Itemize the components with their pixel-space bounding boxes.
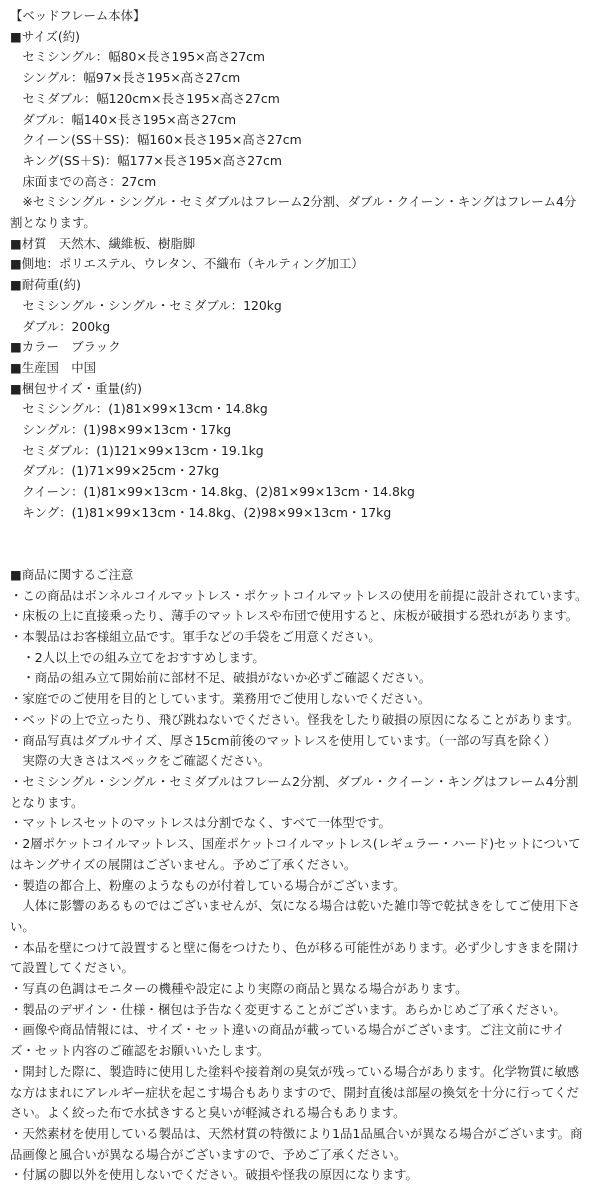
note-line: ・床板の上に直接乗ったり、薄手のマットレスや布団で使用すると、床板が破損する恐れがあります。 [10,608,579,624]
size-note: ※セミシングル・シングル・セミダブルはフレーム2分割、ダブル・クイーン・キングはフレーム4分 [10,194,577,210]
note-line: ・2人以上での組み立てをおすすめします。 [10,649,265,665]
spec-heading: 【ベッドフレーム本体】 [10,8,146,23]
note-line: 品画像と風合いが異なる場合がございますので、予めご了承ください。 [10,1146,407,1162]
spec-section [10,6,594,524]
note-line: ・商品の組み立て開始前に部材不足、破損がないか必ずご確認ください。 [10,670,432,686]
note-line: はキングサイズの展開はございません。予めご了承ください。 [10,856,357,872]
package-line: クイーン：(1)81×99×13cm・14.8kg、(2)81×99×13cm・14.8kg [10,484,415,500]
note-line: ・製品のデザイン・仕様・梱包は予告なく変更することがございます。あらかじめご了承ください。 [10,1001,566,1017]
note-line: ・開封した際に、製造時に使用した塗料や接着剤の臭気が残っている場合があります。化学物質に敏感 [10,1063,579,1079]
size-line: ダブル：幅140×長さ195×高さ27cm [10,111,237,127]
notes-section [10,565,594,1186]
note-line: ・付属の脚以外を使用しないでください。破損や怪我の原因になります。 [10,1167,418,1183]
size-line: シングル：幅97×長さ195×高さ27cm [10,70,241,86]
size-list [10,47,594,192]
size-line: 床面までの高さ：27cm [10,173,157,189]
note-line: ・写真の色調はモニターの機種や設定により実際の商品と異なる場合があります。 [10,981,468,997]
size-line: キング(SS＋S)：幅177×長さ195×高さ27cm [10,152,282,168]
package-line: シングル：(1)98×99×13cm・17kg [10,422,232,438]
load-title: ■耐荷重(約) [10,277,81,293]
note-line: ズ・セット内容のご確認をお願いいたします。 [10,1043,270,1059]
package-line: セミダブル：(1)121×99×13cm・19.1kg [10,442,264,458]
note-line: ・セミシングル・シングル・セミダブルはフレーム2分割、ダブル・クイーン・キングはフレーム4分割 [10,773,579,789]
package-line: セミシングル：(1)81×99×13cm・14.8kg [10,401,268,417]
color-line: ■カラー ブラック [10,339,121,355]
size-note: 割となります。 [10,215,96,231]
load-line: セミシングル・シングル・セミダブル：120kg [10,297,282,313]
notes-list [10,586,594,1186]
note-line: ・製造の都合上、粉塵のようなものが付着している場合がございます。 [10,877,406,893]
note-line: となります。 [10,794,84,810]
note-line: な方はまれにアレルギー症状を起こす場合もありますので、開封直後は部屋の換気を十分に行ってくだ [10,1084,579,1100]
note-line: 実際の大きさはスペックをご確認ください。 [10,753,271,769]
size-line: セミダブル：幅120cm×長さ195×高さ27cm [10,90,280,106]
spacer [10,544,594,565]
note-line: ・この商品はボンネルコイルマットレス・ポケットコイルマットレスの使用を前提に設計されています。 [10,587,588,603]
package-line: ダブル：(1)71×99×25cm・27kg [10,463,220,479]
note-line: て設置してください。 [10,960,134,976]
note-line: ・画像や商品情報には、サイズ・セット違いの商品が載っている場合がございます。ご注文前にサイ [10,1022,565,1038]
note-line: ・家庭でのご使用を目的としています。業務用でご使用しないでください。 [10,691,431,707]
origin-line: ■生産国 中国 [10,359,97,375]
note-line: ・2層ポケットコイルマットレス、国産ポケットコイルマットレス(レギュラー・ハード)セットについて [10,836,581,852]
package-line: キング：(1)81×99×13cm・14.8kg、(2)98×99×13cm・17kg [10,504,392,520]
product-description [10,6,594,1186]
size-line: クイーン(SS＋SS)：幅160×長さ195×高さ27cm [10,132,302,148]
spacer [10,524,594,545]
note-line: ・本製品はお客様組立品です。軍手などの手袋をご用意ください。 [10,629,381,645]
material-line: ■材質 天然木、繊維板、樹脂脚 [10,235,196,251]
package-title: ■梱包サイズ・重量(約) [10,380,142,396]
note-line: さい。よく絞った布で水拭きすると臭いが軽減される場合もあります。 [10,1105,406,1121]
load-line: ダブル：200kg [10,318,111,334]
side-fabric-line: ■側地：ポリエステル、ウレタン、不織布（キルティング加工） [10,256,364,272]
notes-title: ■商品に関するご注意 [10,566,134,582]
note-line: ・本品を壁につけて設置すると壁に傷をつけたり、色が移る可能性があります。必ず少しすきまを開け [10,939,579,955]
note-line: ・ベッドの上で立ったり、飛び跳ねないでください。怪我をしたり破損の原因になることがあります。 [10,711,579,727]
note-line: い。 [10,918,35,934]
note-line: 人体に影響のあるものではございませんが、気になる場合は乾いた雑巾等で乾拭きをしてご使用下さ [10,898,580,914]
note-line: ・天然素材を使用している製品は、天然材質の特徴により1品1品風合いが異なる場合がございます。商 [10,1125,583,1141]
note-line: ・商品写真はダブルサイズ、厚さ15cm前後のマットレスを使用しています。（一部の写真を除く） [10,732,556,748]
note-line: ・マットレスセットのマットレスは分割でなく、すべて一体型です。 [10,815,391,831]
size-title: ■サイズ(約) [10,28,80,44]
size-line: セミシングル：幅80×長さ195×高さ27cm [10,49,265,65]
